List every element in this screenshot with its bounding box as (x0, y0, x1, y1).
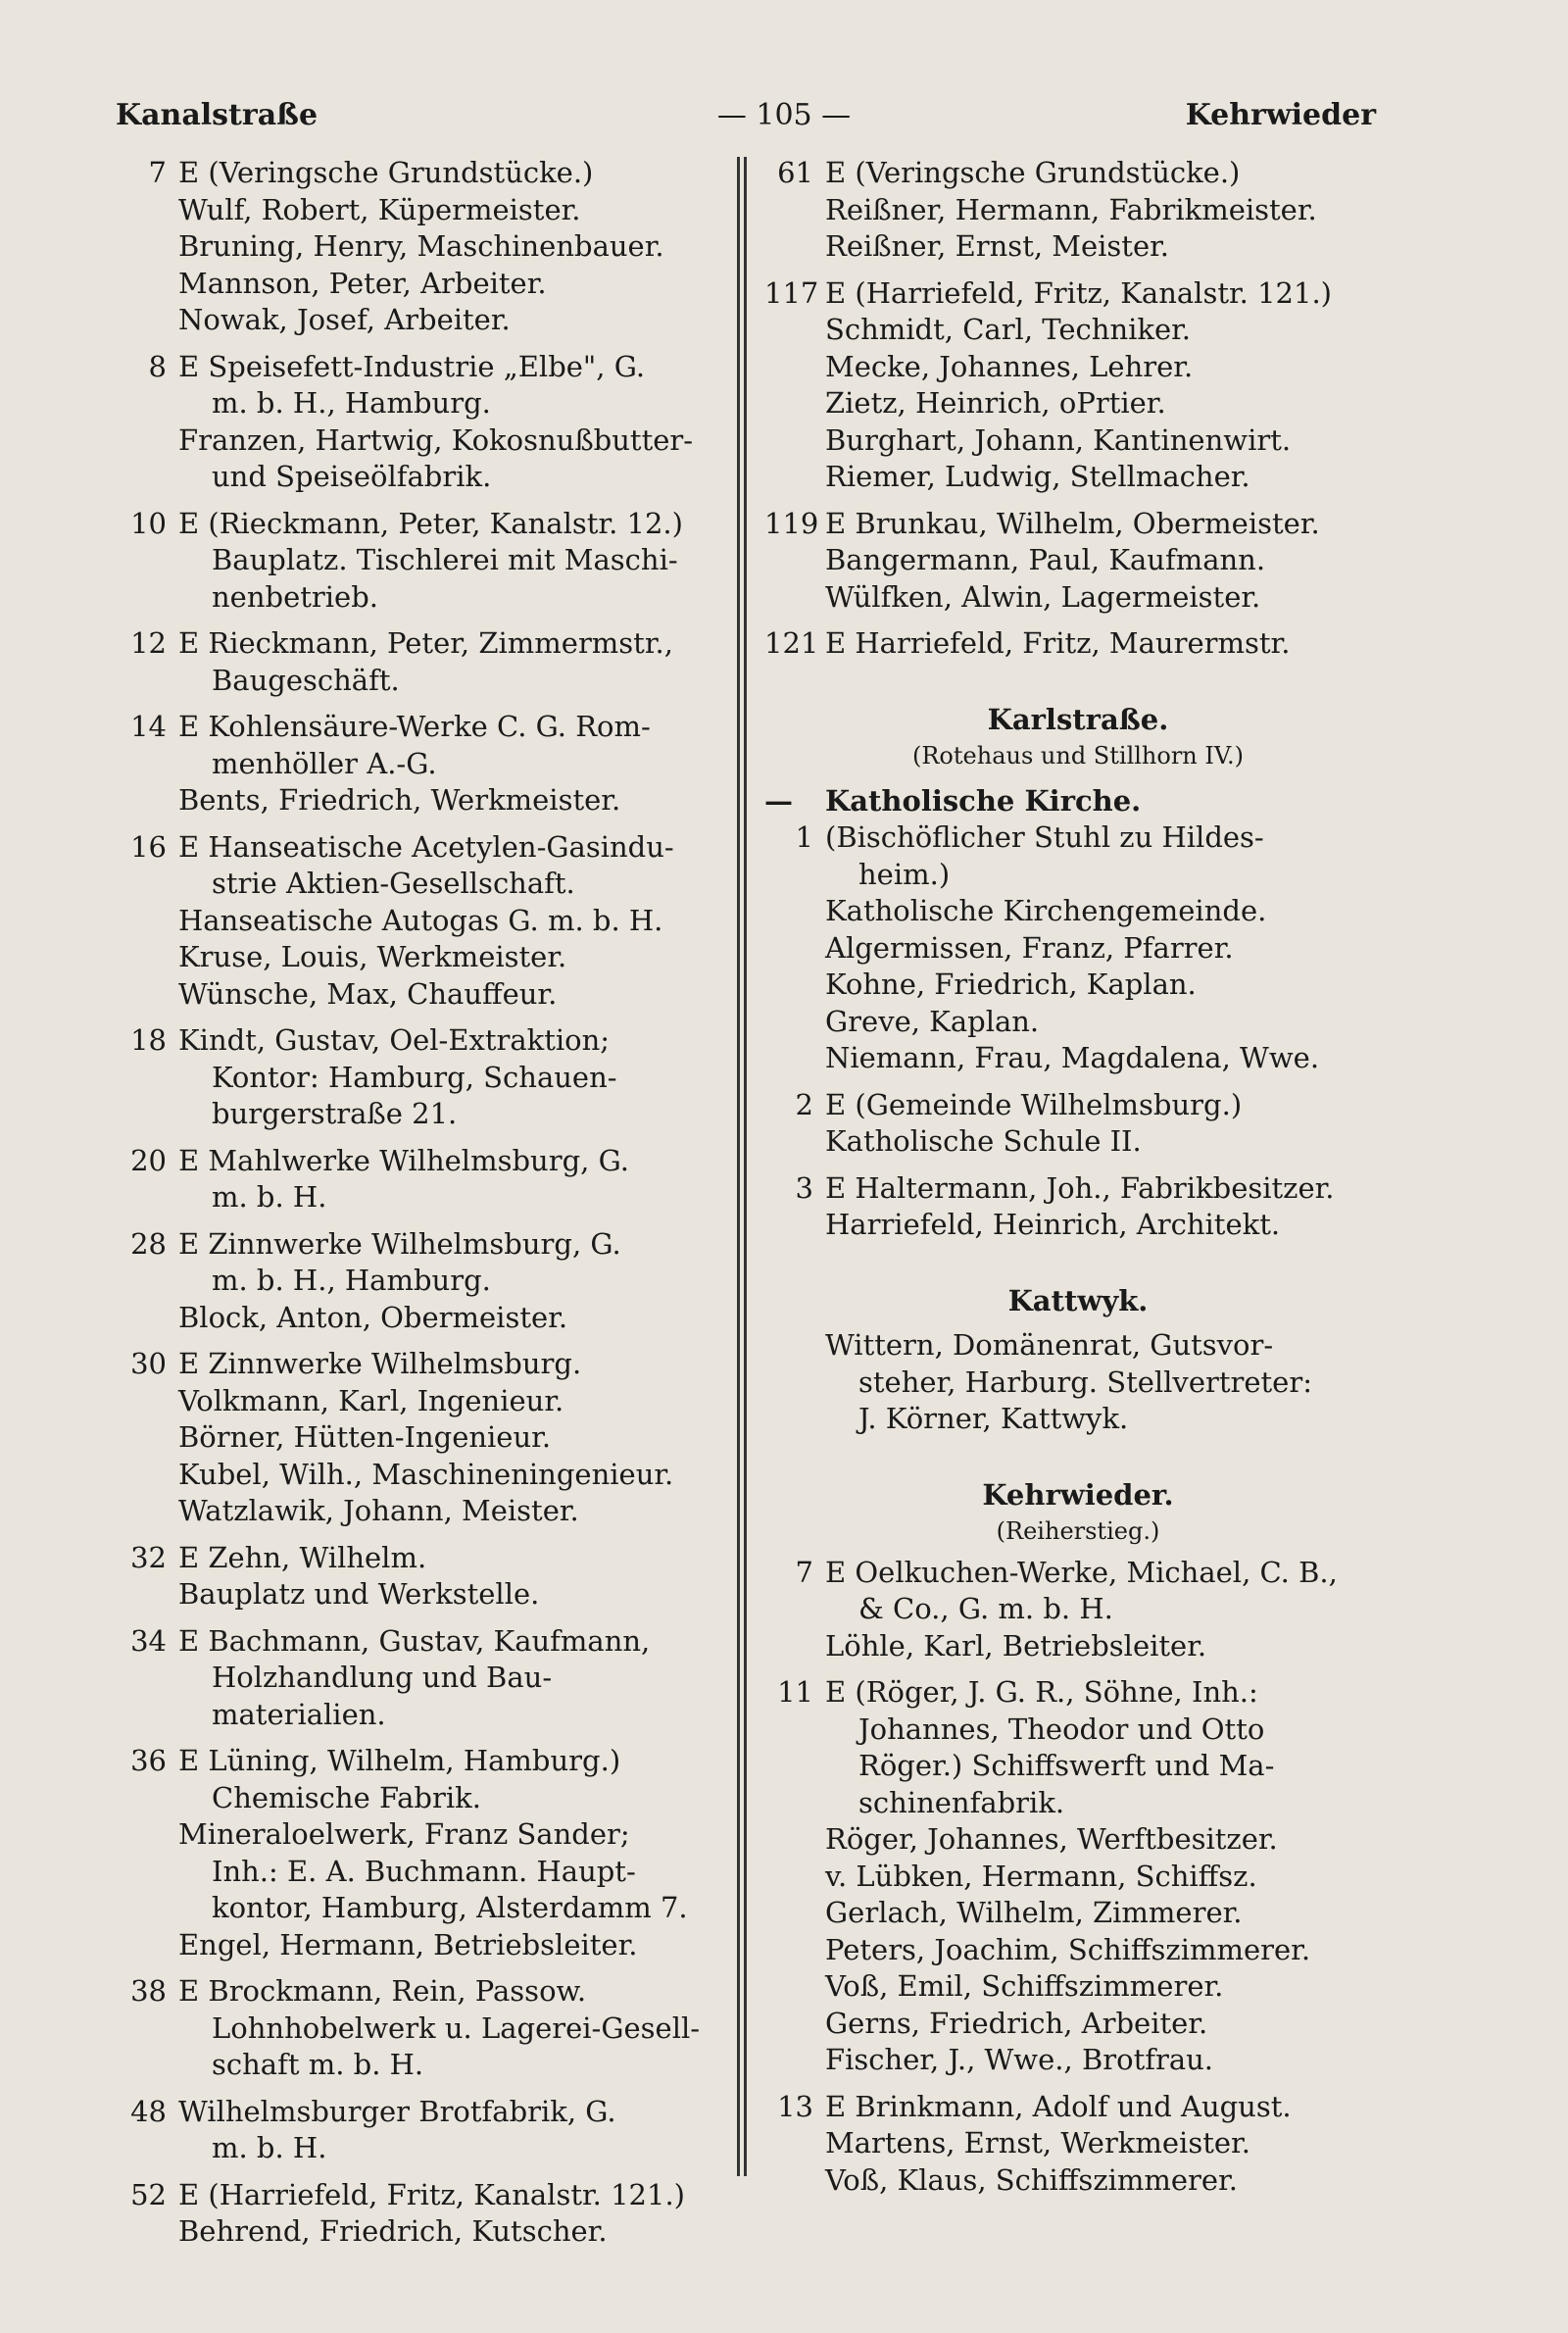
resident-line: Voß, Klaus, Schiffszimmerer. (825, 2162, 1238, 2197)
resident-entry (764, 349, 1392, 386)
resident-line: Nowak, Josef, Arbeiter. (178, 303, 511, 336)
entry-line: E Haltermann, Joh., Fabrikbesitzer. (825, 1170, 1335, 1205)
resident-entry (118, 1300, 720, 1337)
resident-entry (118, 1927, 720, 1964)
right-column (764, 155, 1392, 2199)
entry-line: Holzhandlung und Bau- (212, 1661, 553, 1694)
house-number: 121 (764, 626, 819, 660)
resident-line: und Speiseölfabrik. (212, 460, 492, 493)
entry-line: burgerstraße 21. (212, 1097, 458, 1130)
resident-line: Reißner, Ernst, Meister. (825, 229, 1170, 263)
resident-entry (118, 1493, 720, 1530)
resident-line: Mineraloelwerk, Franz Sander; (178, 1817, 630, 1851)
resident-entry (764, 422, 1392, 460)
address-entry (118, 709, 720, 782)
resident-line: Volkmann, Karl, Ingenieur. (178, 1383, 564, 1417)
entry-line: E Brockmann, Rein, Passow. (178, 1974, 587, 2008)
house-number: 13 (777, 2089, 813, 2123)
resident-entry (118, 1576, 720, 1613)
resident-line: Inh.: E. A. Buchmann. Haupt- (212, 1854, 636, 1888)
entry-line: E (Harriefeld, Fritz, Kanalstr. 121.) (178, 2177, 685, 2211)
resident-line: Burghart, Johann, Kantinenwirt. (825, 422, 1292, 457)
entry-line: E Brinkmann, Adolf und August. (825, 2089, 1292, 2123)
entry-line: E Harriefeld, Fritz, Maurermstr. (825, 626, 1291, 660)
entry-line: strie Aktien-Gesellschaft. (212, 867, 575, 900)
column-divider (744, 157, 747, 2176)
entry-line: E (Veringsche Grundstücke.) (825, 156, 1241, 189)
resident-entry (764, 579, 1392, 617)
address-entry (764, 275, 1392, 313)
resident-line: Röger, Johannes, Werftbesitzer. (825, 1822, 1278, 1856)
entry-line: materialien. (212, 1697, 386, 1731)
house-number: 12 (130, 626, 167, 660)
entry-line: E (Veringsche Grundstücke.) (178, 156, 594, 189)
resident-line: Harriefeld, Heinrich, Architekt. (825, 1208, 1281, 1241)
entry-line: m. b. H. (212, 1180, 327, 1214)
resident-entry (118, 2213, 720, 2251)
resident-entry (764, 459, 1392, 496)
house-number: 48 (130, 2094, 167, 2128)
entry-line: E (Harriefeld, Fritz, Kanalstr. 121.) (825, 275, 1332, 310)
resident-entry (764, 2125, 1392, 2162)
entry-line: Röger.) Schiffswerft und Ma- (858, 1749, 1275, 1782)
resident-entry (764, 228, 1392, 266)
house-number: 10 (130, 506, 167, 540)
resident-line: Bruning, Henry, Maschinenbauer. (178, 229, 664, 263)
resident-entry (764, 312, 1392, 349)
resident-entry (764, 1327, 1392, 1438)
entry-line: Chemische Fabrik. (212, 1780, 481, 1814)
address-entry (764, 506, 1392, 543)
entry-line: E Kohlensäure-Werke C. G. Rom- (178, 710, 651, 743)
house-number: 52 (130, 2177, 167, 2211)
address-entry (118, 1973, 720, 2084)
resident-entry (764, 1207, 1392, 1244)
resident-line: Franzen, Hartwig, Kokosnußbutter- (178, 422, 694, 457)
resident-entry (118, 1816, 720, 1927)
entry-line: nenbetrieb. (212, 579, 378, 614)
house-number: 36 (130, 1744, 167, 1777)
address-entry (118, 1540, 720, 1577)
page-number: — 105 — (716, 98, 852, 132)
section-title-kehrwieder: Kehrwieder. (982, 1477, 1174, 1512)
house-number: 11 (777, 1675, 813, 1709)
resident-line: Kohne, Friedrich, Kaplan. (825, 968, 1197, 1001)
column-divider (737, 157, 740, 2176)
address-entry (118, 2094, 720, 2167)
address-entry (118, 1143, 720, 1216)
address-entry (764, 1087, 1392, 1124)
resident-entry (764, 2162, 1392, 2200)
resident-entry (764, 2042, 1392, 2079)
section-title-kattwyk: Kattwyk. (1007, 1283, 1149, 1317)
resident-line: Schmidt, Carl, Techniker. (825, 313, 1192, 346)
address-entry (118, 349, 720, 422)
resident-line: Bauplatz und Werkstelle. (178, 1577, 540, 1611)
resident-entry (764, 1859, 1392, 1896)
address-entry (764, 625, 1392, 663)
resident-entry (764, 893, 1392, 930)
house-number: 34 (130, 1623, 167, 1658)
entry-line: m. b. H., Hamburg. (212, 1264, 491, 1297)
resident-line: Mannson, Peter, Arbeiter. (178, 266, 547, 300)
resident-entry (764, 1123, 1392, 1161)
house-number: 117 (764, 275, 819, 310)
resident-entry (764, 1040, 1392, 1077)
house-number: 30 (130, 1347, 167, 1380)
house-number: 20 (130, 1143, 167, 1177)
resident-entry (118, 266, 720, 303)
entry-line: E Mahlwerke Wilhelmsburg, G. (178, 1143, 629, 1177)
resident-entry (764, 542, 1392, 579)
church-dash: — (764, 783, 793, 818)
resident-line: Fischer, J., Wwe., Brotfrau. (825, 2043, 1214, 2076)
resident-line: Engel, Hermann, Betriebsleiter. (178, 1927, 638, 1961)
house-number: 61 (777, 156, 813, 189)
house-number: 7 (795, 1555, 813, 1589)
entry-line: E Speisefett-Industrie „Elbe", G. (178, 349, 646, 383)
house-number: 8 (148, 349, 167, 383)
resident-entry (118, 1457, 720, 1494)
house-number: 14 (130, 710, 167, 743)
resident-line: steher, Harburg. Stellvertreter: (858, 1365, 1312, 1399)
resident-entry (764, 385, 1392, 422)
entry-line: E Bachmann, Gustav, Kaufmann, (178, 1623, 651, 1658)
resident-entry (118, 422, 720, 496)
resident-line: Katholische Kirchengemeinde. (825, 894, 1267, 927)
resident-line: Zietz, Heinrich, oPrtier. (825, 386, 1166, 420)
left-column (118, 155, 720, 2251)
resident-entry (118, 903, 720, 940)
entry-line: Kontor: Hamburg, Schauen- (212, 1060, 617, 1094)
resident-line: Löhle, Karl, Betriebsleiter. (825, 1628, 1207, 1663)
address-entry (764, 155, 1392, 192)
entry-line: E Brunkau, Wilhelm, Obermeister. (825, 506, 1320, 540)
resident-line: Peters, Joachim, Schiffszimmerer. (825, 1932, 1311, 1966)
address-entry (764, 1674, 1392, 1821)
resident-line: Block, Anton, Obermeister. (178, 1300, 568, 1334)
resident-line: kontor, Hamburg, Alsterdamm 7. (212, 1891, 688, 1924)
house-number: 1 (795, 820, 813, 854)
entry-line: E (Gemeinde Wilhelmsburg.) (825, 1087, 1243, 1121)
address-entry (118, 1743, 720, 1816)
resident-entry (764, 930, 1392, 968)
address-entry (764, 819, 1392, 893)
address-entry (118, 625, 720, 699)
entry-line: schaft m. b. H. (212, 2048, 424, 2081)
resident-line: Wulf, Robert, Küpermeister. (178, 192, 581, 226)
resident-entry (118, 782, 720, 819)
entry-line: Johannes, Theodor und Otto (858, 1712, 1265, 1746)
resident-line: Mecke, Johannes, Lehrer. (825, 349, 1194, 383)
entry-line: m. b. H., Hamburg. (212, 386, 491, 420)
kanalstrasse-continued (764, 155, 1392, 663)
address-entry (118, 2177, 720, 2214)
entry-line: Bauplatz. Tischlerei mit Maschi- (212, 543, 678, 576)
entry-line: Kindt, Gustav, Oel-Extraktion; (178, 1023, 611, 1057)
entry-line: m. b. H. (212, 2131, 327, 2164)
house-number: 16 (130, 829, 167, 864)
resident-entry (118, 228, 720, 266)
house-number: 3 (795, 1170, 813, 1205)
address-entry (764, 1555, 1392, 1628)
section-title-karlstrasse: Karlstraße. (987, 702, 1169, 736)
entry-line: E Zehn, Wilhelm. (178, 1540, 427, 1574)
resident-entry (764, 2006, 1392, 2043)
address-entry (118, 1346, 720, 1383)
resident-entry (118, 1419, 720, 1457)
resident-line: Katholische Schule II. (825, 1124, 1142, 1158)
resident-entry (764, 1004, 1392, 1041)
resident-line: Behrend, Friedrich, Kutscher. (178, 2214, 608, 2248)
resident-line: Algermissen, Franz, Pfarrer. (825, 930, 1234, 965)
running-head-right: Kehrwieder (1185, 98, 1376, 132)
resident-entry (118, 976, 720, 1014)
resident-line: Börner, Hütten-Ingenieur. (178, 1420, 552, 1454)
entry-line: heim.) (858, 857, 951, 891)
resident-entry (764, 967, 1392, 1004)
resident-line: Gerns, Friedrich, Arbeiter. (825, 2006, 1208, 2040)
resident-entry (764, 1932, 1392, 1969)
resident-line: Riemer, Ludwig, Stellmacher. (825, 460, 1250, 493)
resident-entry (118, 939, 720, 976)
address-entry (118, 1623, 720, 1734)
running-head-left: Kanalstraße (116, 98, 318, 132)
entry-line: E Zinnwerke Wilhelmsburg. (178, 1347, 582, 1380)
kehrwieder-entries (764, 1555, 1392, 2200)
resident-entry (118, 192, 720, 229)
address-entry (764, 2089, 1392, 2126)
resident-line: Bangermann, Paul, Kaufmann. (825, 543, 1266, 576)
entry-line: E Zinnwerke Wilhelmsburg, G. (178, 1226, 621, 1261)
resident-entry (764, 192, 1392, 229)
house-number: 7 (148, 156, 167, 189)
house-number: 119 (764, 506, 819, 540)
house-number: 32 (130, 1540, 167, 1574)
resident-line: Hanseatische Autogas G. m. b. H. (178, 903, 663, 937)
entry-line: E Lüning, Wilhelm, Hamburg.) (178, 1744, 621, 1777)
entry-line: E Hanseatische Acetylen-Gasindu- (178, 829, 674, 864)
entry-line: & Co., G. m. b. H. (858, 1592, 1113, 1625)
resident-line: Watzlawik, Johann, Meister. (178, 1494, 579, 1527)
resident-line: Wünsche, Max, Chauffeur. (178, 976, 558, 1011)
entry-line: E (Rieckmann, Peter, Kanalstr. 12.) (178, 506, 683, 540)
resident-line: J. Körner, Kattwyk. (858, 1402, 1129, 1435)
entry-line: Lohnhobelwerk u. Lagerei-Gesell- (212, 2010, 701, 2045)
resident-entry (764, 1895, 1392, 1932)
resident-line: Kruse, Louis, Werkmeister. (178, 940, 567, 973)
church-label: Katholische Kirche. (825, 783, 1142, 818)
entry-line: E Rieckmann, Peter, Zimmermstr., (178, 626, 673, 660)
section-subtitle-kehrwieder: (Reiherstieg.) (996, 1517, 1160, 1545)
entry-line: schinenfabrik. (858, 1785, 1065, 1819)
resident-entry (764, 1968, 1392, 2006)
address-entry (118, 1022, 720, 1133)
resident-line: Reißner, Hermann, Fabrikmeister. (825, 192, 1317, 226)
address-entry (764, 1170, 1392, 1208)
entry-line: menhöller A.-G. (212, 746, 437, 780)
entry-line: E Oelkuchen-Werke, Michael, C. B., (825, 1555, 1338, 1589)
resident-entry (118, 302, 720, 339)
entry-line: Wilhelmsburger Brotfabrik, G. (178, 2094, 616, 2128)
church-heading (764, 783, 1392, 820)
resident-line: Niemann, Frau, Magdalena, Wwe. (825, 1041, 1320, 1074)
resident-line: v. Lübken, Hermann, Schiffsz. (825, 1859, 1257, 1893)
entry-line: E (Röger, J. G. R., Söhne, Inh.: (825, 1675, 1258, 1709)
house-number: 38 (130, 1974, 167, 2008)
karlstrasse-entries (764, 819, 1392, 1244)
resident-line: Wülfken, Alwin, Lagermeister. (825, 579, 1261, 614)
address-entry (118, 1226, 720, 1300)
resident-line: Martens, Ernst, Werkmeister. (825, 2126, 1250, 2159)
kattwyk-entries (764, 1327, 1392, 1438)
entry-line: (Bischöflicher Stuhl zu Hildes- (825, 820, 1264, 854)
resident-entry (764, 1628, 1392, 1665)
address-entry (118, 829, 720, 903)
resident-line: Gerlach, Wilhelm, Zimmerer. (825, 1896, 1243, 1929)
house-number: 18 (130, 1023, 167, 1057)
resident-line: Kubel, Wilh., Maschineningenieur. (178, 1457, 674, 1491)
section-subtitle-karlstrasse: (Rotehaus und Stillhorn IV.) (912, 742, 1244, 769)
resident-line: Voß, Emil, Schiffszimmerer. (825, 1969, 1224, 2003)
resident-entry (764, 1821, 1392, 1859)
resident-line: Bents, Friedrich, Werkmeister. (178, 783, 621, 817)
house-number: 2 (795, 1087, 813, 1121)
resident-entry (118, 1383, 720, 1420)
resident-line: Greve, Kaplan. (825, 1004, 1040, 1038)
address-entry (118, 506, 720, 617)
address-entry (118, 155, 720, 192)
entry-line: Baugeschäft. (212, 663, 400, 697)
house-number: 28 (130, 1226, 167, 1261)
resident-line: Wittern, Domänenrat, Gutsvor- (825, 1328, 1274, 1362)
